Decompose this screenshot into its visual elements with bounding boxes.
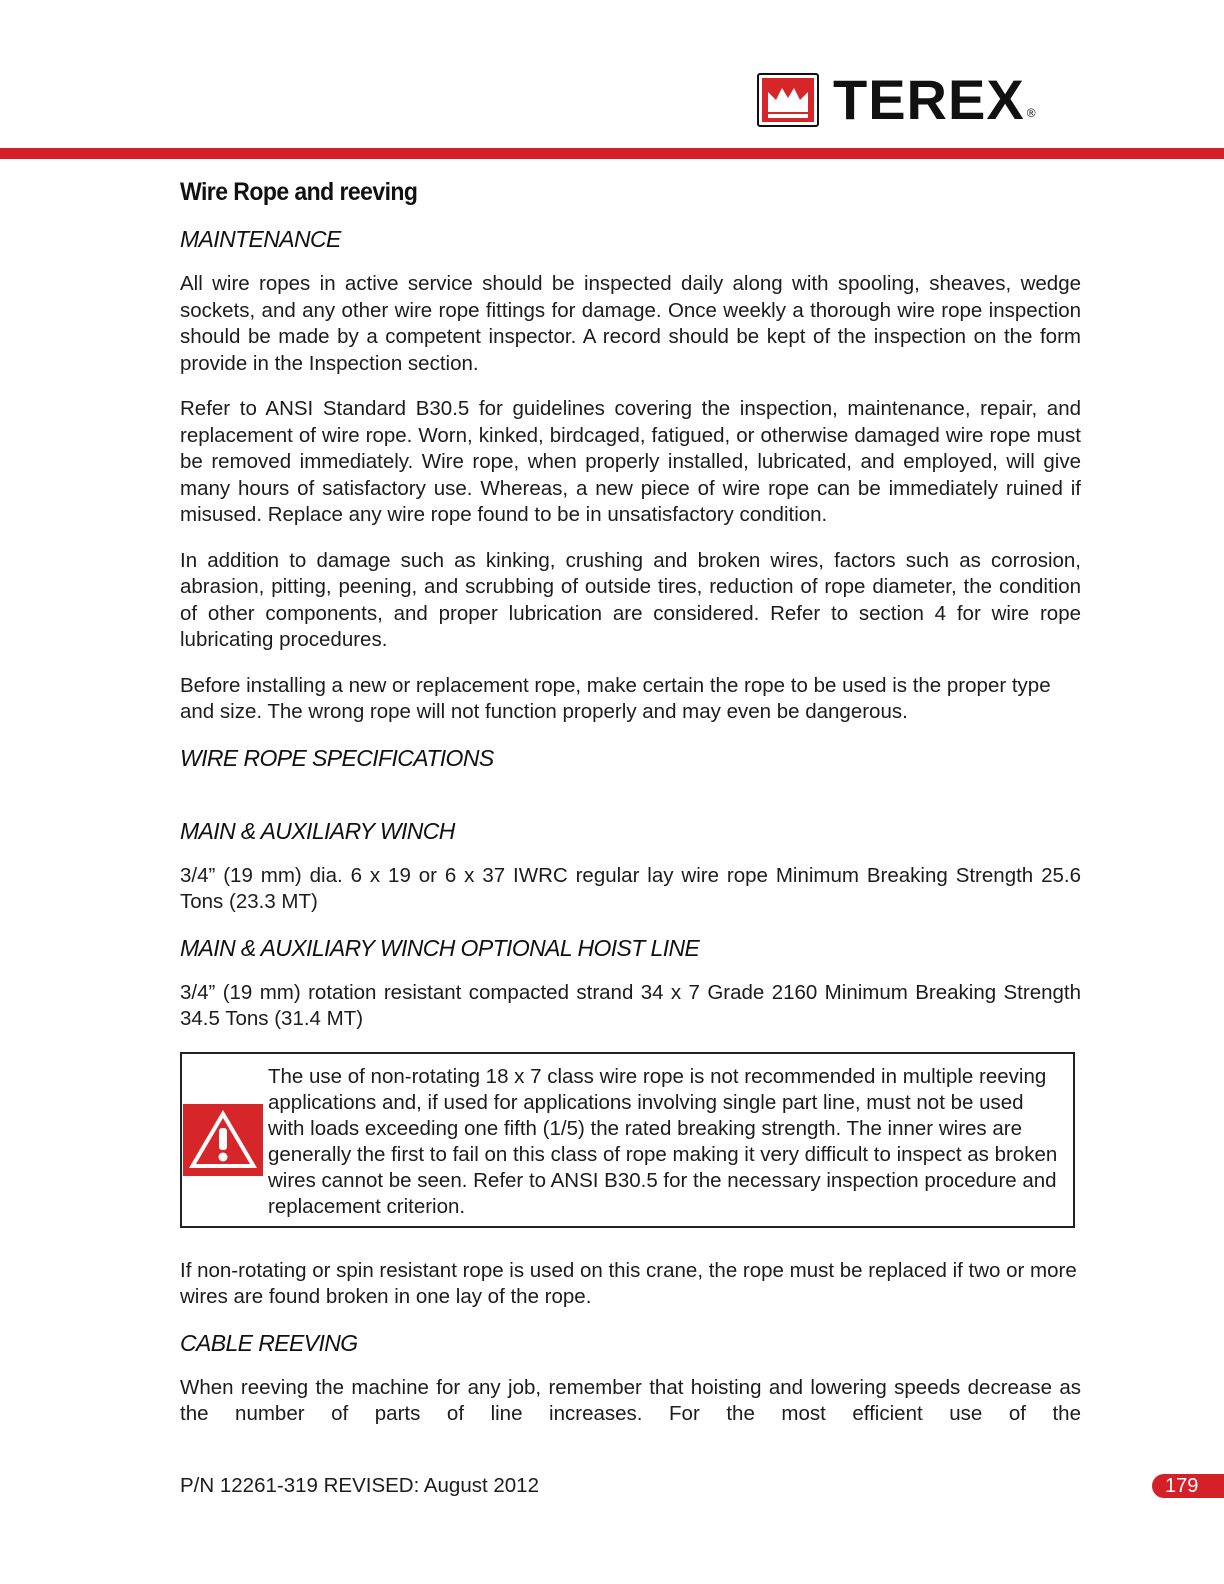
terex-logo — [757, 68, 1036, 131]
warning-box — [180, 1052, 1075, 1228]
cable-reeving-heading: CABLE REEVING — [180, 1329, 358, 1356]
page-content — [180, 178, 1081, 1447]
brand-wordmark: TEREX — [833, 68, 1025, 131]
footer-part-number: P/N 12261-319 REVISED: August 2012 — [180, 1474, 539, 1497]
specifications-heading: WIRE ROPE SPECIFICATIONS — [180, 744, 494, 771]
maintenance-paragraph-1: All wire ropes in active service should be inspected daily along with spooling, sheaves, wedge sockets, and any other wire rope fittings for damage. Once weekly a thorough wire rope inspection should be made by a competent inspector. A record should be kept of the inspection on the form provide in the Inspection section. — [180, 272, 1081, 375]
main-aux-winch-heading: MAIN & AUXILIARY WINCH — [180, 817, 455, 844]
section-title: Wire Rope and reeving — [180, 178, 418, 206]
maintenance-heading: MAINTENANCE — [180, 226, 341, 252]
header-rule — [0, 148, 1224, 159]
warning-text: The use of non-rotating 18 x 7 class wire rope is not recommended in multiple reeving applications and, if used for applications involving single part line, must not be used with loads exceeding one fifth (1/5) the rated breaking strength. The inner wires are generally the first to fail on this class of rope making it very difficult to inspect as broken wires cannot be seen. Refer to ANSI B30.5 for the necessary inspection procedure and replacement criterion. — [268, 1064, 1058, 1218]
maintenance-paragraph-4: Before installing a new or replacement rope, make certain the rope to be used is the proper type and size. The wrong rope will not function properly and may even be dangerous. — [180, 673, 1051, 723]
replacement-rule: If non-rotating or spin resistant rope is used on this crane, the rope must be replaced if two or more wires are found broken in one lay of the rope. — [180, 1258, 1077, 1308]
terex-crown-logo-icon — [757, 73, 819, 127]
maintenance-paragraph-3: In addition to damage such as kinking, crushing and broken wires, factors such as corrosion, abrasion, pitting, peening, and scrubbing of outside tires, reduction of rope diameter, the condition of other components, and proper lubrication are considered. Refer to section 4 for wire rope lubricating procedures. — [180, 548, 1081, 651]
cable-reeving-text: When reeving the machine for any job, remember that hoisting and lowering speeds decrease as the number of parts of line increases. For the most efficient use of the — [180, 1375, 1081, 1425]
maintenance-paragraph-2: Refer to ANSI Standard B30.5 for guidelines covering the inspection, maintenance, repair, and replacement of wire rope. Worn, kinked, birdcaged, fatigued, or otherwise damaged wire rope must be removed immediately. Wire rope, when properly installed, lubricated, and employed, will give many hours of satisfactory use. Whereas, a new piece of wire rope can be immediately ruined if misused. Replace any wire rope found to be in unsatisfactory condition. — [180, 397, 1081, 526]
warning-triangle-icon — [183, 1104, 263, 1176]
optional-hoist-line-spec: 3/4” (19 mm) rotation resistant compacted strand 34 x 7 Grade 2160 Minimum Breaking Strength 34.5 Tons (31.4 MT) — [180, 980, 1081, 1030]
main-aux-winch-spec: 3/4” (19 mm) dia. 6 x 19 or 6 x 37 IWRC regular lay wire rope Minimum Breaking Strength 25.6 Tons (23.3 MT) — [180, 863, 1081, 913]
registered-mark: ® — [1026, 106, 1036, 120]
page-number-badge: 179 — [1152, 1474, 1224, 1498]
optional-hoist-line-heading: MAIN & AUXILIARY WINCH OPTIONAL HOIST LINE — [180, 934, 700, 961]
